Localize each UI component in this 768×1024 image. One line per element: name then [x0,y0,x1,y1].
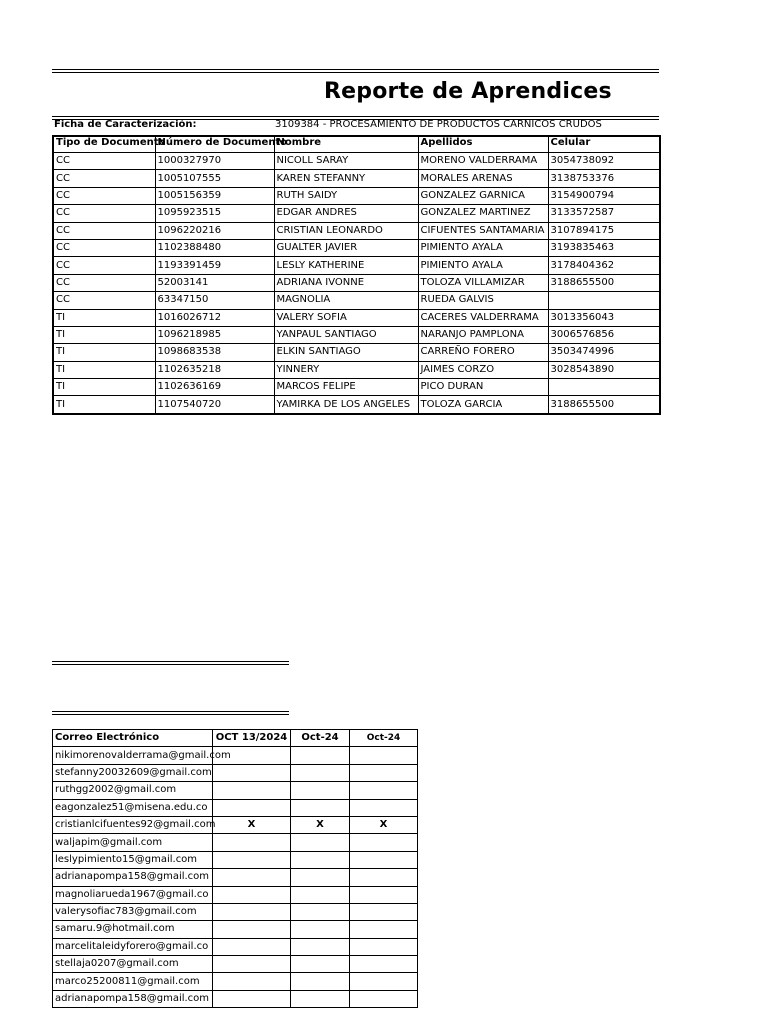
top-rule-2 [52,72,659,73]
table-row [53,222,660,239]
cell-nombre: MARCOS FELIPE [274,379,418,396]
cell-celular: 3188655500 [548,274,660,291]
cell-oct-13-2024 [213,782,291,799]
cell-celular: 3503474996 [548,344,660,361]
cell-nombre: VALERY SOFIA [274,309,418,326]
table-row [53,782,418,799]
report-title: Reporte de Aprendices [324,79,612,104]
title-rule-1 [52,116,659,117]
cell-celular: 3133572587 [548,205,660,222]
cell-oct-13-2024 [213,990,291,1007]
top-rule-1 [52,69,659,70]
cell-correo: marco25200811@gmail.com [53,973,213,990]
cell-tipo: CC [53,292,155,309]
cell-numero: 1005107555 [155,170,274,187]
cell-tipo: TI [53,361,155,378]
cell-oct-13-2024 [213,851,291,868]
cell-oct-13-2024 [213,764,291,781]
header-oct-24-b: Oct-24 [350,730,418,747]
cell-oct-13-2024 [213,903,291,920]
email-attendance-table [52,729,418,1008]
cell-correo: adrianapompa158@gmail.com [53,990,213,1007]
header-tipo-documento: Tipo de Documento [53,136,155,153]
cell-oct-13-2024 [213,938,291,955]
header-celular: Celular [548,136,660,153]
table-row [53,257,660,274]
cell-correo: ruthgg2002@gmail.com [53,782,213,799]
header-nombre: Nombre [274,136,418,153]
cell-oct-24-a [291,782,350,799]
cell-numero: 63347150 [155,292,274,309]
cell-oct-13-2024 [213,973,291,990]
cell-nombre: YANPAUL SANTIAGO [274,326,418,343]
cell-celular: 3107894175 [548,222,660,239]
cell-nombre: CRISTIAN LEONARDO [274,222,418,239]
cell-apellidos: MORENO VALDERRAMA [418,153,548,170]
cell-celular: 3028543890 [548,361,660,378]
cell-oct-24-a [291,834,350,851]
cell-numero: 1193391459 [155,257,274,274]
cell-oct-24-b [350,956,418,973]
cell-apellidos: PICO DURAN [418,379,548,396]
cell-correo: magnoliarueda1967@gmail.co [53,886,213,903]
table-row [53,239,660,256]
cell-nombre: RUTH SAIDY [274,187,418,204]
header-apellidos: Apellidos [418,136,548,153]
mid-rule-4 [52,714,289,715]
cell-oct-13-2024: X [213,816,291,833]
cell-tipo: CC [53,205,155,222]
cell-oct-24-a [291,903,350,920]
header-oct-24-a: Oct-24 [291,730,350,747]
cell-nombre: LESLY KATHERINE [274,257,418,274]
cell-tipo: TI [53,309,155,326]
cell-oct-13-2024 [213,869,291,886]
cell-oct-24-a [291,921,350,938]
table-row [53,361,660,378]
table-row [53,153,660,170]
table-row [53,799,418,816]
cell-correo: stefanny20032609@gmail.com [53,764,213,781]
cell-tipo: CC [53,274,155,291]
table-row [53,921,418,938]
cell-numero: 1098683538 [155,344,274,361]
mid-rule-1 [52,661,289,662]
table-row [53,344,660,361]
table-row [53,851,418,868]
cell-apellidos: GONZALEZ GARNICA [418,187,548,204]
cell-oct-24-a [291,799,350,816]
cell-apellidos: GONZALEZ MARTINEZ [418,205,548,222]
cell-nombre: MAGNOLIA [274,292,418,309]
mid-rule-2 [52,664,289,665]
cell-celular [548,292,660,309]
cell-correo: cristianlcifuentes92@gmail.com [53,816,213,833]
table-row [53,274,660,291]
cell-oct-24-b [350,973,418,990]
table-row [53,764,418,781]
mid-rule-3 [52,711,289,712]
cell-correo: eagonzalez51@misena.edu.co [53,799,213,816]
table-row [53,309,660,326]
cell-celular: 3193835463 [548,239,660,256]
cell-oct-24-b [350,851,418,868]
cell-numero: 52003141 [155,274,274,291]
cell-numero: 1016026712 [155,309,274,326]
cell-correo: marcelitaleidyforero@gmail.co [53,938,213,955]
table-row [53,973,418,990]
cell-apellidos: PIMIENTO AYALA [418,257,548,274]
table-header-row [53,136,660,153]
table-row [53,205,660,222]
cell-correo: leslypimiento15@gmail.com [53,851,213,868]
table-row [53,834,418,851]
cell-oct-24-b [350,869,418,886]
cell-apellidos: CIFUENTES SANTAMARIA [418,222,548,239]
cell-oct-24-a [291,990,350,1007]
table-row [53,187,660,204]
table-row [53,869,418,886]
cell-tipo: CC [53,170,155,187]
cell-nombre: KAREN STEFANNY [274,170,418,187]
table-row [53,170,660,187]
header-oct-13-2024: OCT 13/2024 [213,730,291,747]
cell-apellidos: JAIMES CORZO [418,361,548,378]
cell-celular: 3013356043 [548,309,660,326]
cell-nombre: ELKIN SANTIAGO [274,344,418,361]
table-row [53,747,418,764]
cell-oct-24-a [291,851,350,868]
table-row [53,326,660,343]
cell-apellidos: CARREÑO FORERO [418,344,548,361]
cell-apellidos: MORALES ARENAS [418,170,548,187]
cell-tipo: CC [53,153,155,170]
cell-oct-24-b: X [350,816,418,833]
cell-oct-24-b [350,799,418,816]
table-row [53,903,418,920]
cell-numero: 1005156359 [155,187,274,204]
table-row [53,990,418,1007]
table-row [53,379,660,396]
cell-apellidos: CACERES VALDERRAMA [418,309,548,326]
cell-apellidos: TOLOZA VILLAMIZAR [418,274,548,291]
cell-numero: 1095923515 [155,205,274,222]
cell-nombre: GUALTER JAVIER [274,239,418,256]
cell-oct-13-2024 [213,921,291,938]
cell-apellidos: RUEDA GALVIS [418,292,548,309]
cell-nombre: EDGAR ANDRES [274,205,418,222]
cell-numero: 1102635218 [155,361,274,378]
cell-tipo: CC [53,222,155,239]
cell-correo: waljapim@gmail.com [53,834,213,851]
cell-oct-24-a: X [291,816,350,833]
cell-apellidos: NARANJO PAMPLONA [418,326,548,343]
cell-numero: 1000327970 [155,153,274,170]
cell-numero: 1102636169 [155,379,274,396]
cell-tipo: CC [53,257,155,274]
apprentices-table [52,135,661,415]
ficha-value: 3109384 - PROCESAMIENTO DE PRODUCTOS CARNICOS CRUDOS [275,119,602,130]
cell-celular: 3138753376 [548,170,660,187]
cell-oct-24-b [350,834,418,851]
cell-tipo: TI [53,344,155,361]
cell-tipo: CC [53,239,155,256]
cell-oct-24-a [291,938,350,955]
cell-celular [548,379,660,396]
header-correo: Correo Electrónico [53,730,213,747]
table-row [53,292,660,309]
cell-oct-24-b [350,782,418,799]
cell-correo: valerysofiac783@gmail.com [53,903,213,920]
cell-oct-24-b [350,747,418,764]
cell-oct-24-b [350,886,418,903]
cell-apellidos: TOLOZA GARCIA [418,396,548,414]
cell-oct-13-2024 [213,956,291,973]
cell-correo: nikimorenovalderrama@gmail.com [53,747,213,764]
cell-correo: samaru.9@hotmail.com [53,921,213,938]
cell-oct-13-2024 [213,834,291,851]
cell-oct-24-b [350,921,418,938]
cell-tipo: TI [53,326,155,343]
cell-numero: 1107540720 [155,396,274,414]
cell-oct-13-2024 [213,799,291,816]
header-numero-documento: Número de Documento [155,136,274,153]
cell-nombre: YAMIRKA DE LOS ANGELES [274,396,418,414]
cell-tipo: TI [53,396,155,414]
cell-oct-24-a [291,869,350,886]
cell-oct-24-b [350,903,418,920]
table-row [53,816,418,833]
table-row [53,956,418,973]
cell-apellidos: PIMIENTO AYALA [418,239,548,256]
cell-oct-24-a [291,973,350,990]
table-row [53,938,418,955]
cell-celular: 3006576856 [548,326,660,343]
table-row [53,396,660,414]
table-row [53,886,418,903]
cell-oct-24-b [350,764,418,781]
cell-celular: 3054738092 [548,153,660,170]
cell-tipo: CC [53,187,155,204]
cell-nombre: NICOLL SARAY [274,153,418,170]
cell-correo: stellaja0207@gmail.com [53,956,213,973]
cell-celular: 3178404362 [548,257,660,274]
cell-tipo: TI [53,379,155,396]
ficha-label: Ficha de Caracterización: [54,119,197,130]
cell-oct-24-a [291,764,350,781]
cell-oct-24-a [291,886,350,903]
cell-nombre: ADRIANA IVONNE [274,274,418,291]
cell-numero: 1096220216 [155,222,274,239]
cell-oct-24-a [291,956,350,973]
cell-oct-24-b [350,990,418,1007]
cell-correo: adrianapompa158@gmail.com [53,869,213,886]
cell-numero: 1096218985 [155,326,274,343]
cell-oct-13-2024 [213,886,291,903]
cell-nombre: YINNERY [274,361,418,378]
cell-numero: 1102388480 [155,239,274,256]
cell-celular: 3188655500 [548,396,660,414]
cell-celular: 3154900794 [548,187,660,204]
cell-oct-24-b [350,938,418,955]
table-header-row [53,730,418,747]
cell-oct-24-a [291,747,350,764]
